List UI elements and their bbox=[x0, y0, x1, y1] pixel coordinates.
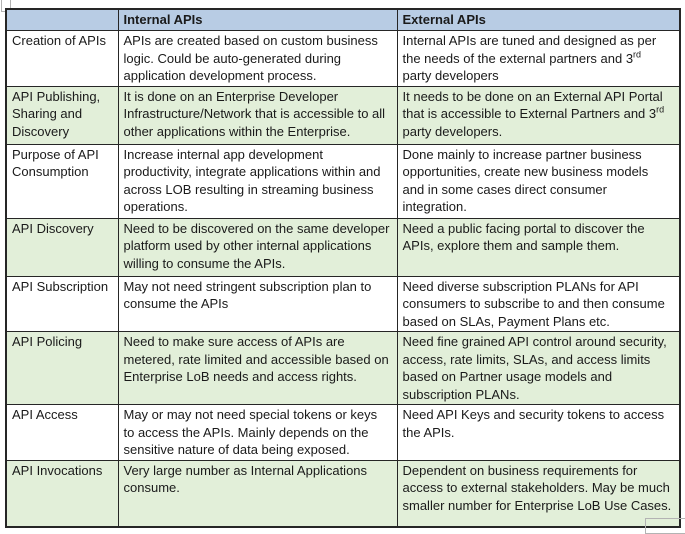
cell-internal: Increase internal app development productivity, integrate applications within and across LOB resulting in streaming business operations. bbox=[118, 144, 397, 218]
cell-internal: Need to make sure access of APIs are metered, rate limited and accessible based on Enterprise LoB needs and access rights. bbox=[118, 332, 397, 405]
table-row bbox=[6, 144, 680, 218]
table-row bbox=[6, 218, 680, 276]
row-header: API Discovery bbox=[6, 218, 118, 276]
row-header: API Subscription bbox=[6, 276, 118, 332]
row-header: API Invocations bbox=[6, 460, 118, 527]
cell-external: It needs to be done on an External API Portal that is accessible to External Partners and 3rd party developers. bbox=[397, 86, 680, 144]
cell-internal: It is done on an Enterprise Developer Infrastructure/Network that is accessible to all other applications within the Enterprise. bbox=[118, 86, 397, 144]
cell-internal: May not need stringent subscription plan to consume the APIs bbox=[118, 276, 397, 332]
cell-external: Need diverse subscription PLANs for API consumers to subscribe to and then consume based on SLAs, Payment Plans etc. bbox=[397, 276, 680, 332]
document-page bbox=[5, 8, 681, 528]
table-row bbox=[6, 332, 680, 405]
table-row bbox=[6, 405, 680, 461]
header-row bbox=[6, 9, 680, 31]
table-row bbox=[6, 460, 680, 527]
table-resize-handle[interactable] bbox=[645, 518, 685, 534]
row-header: Creation of APIs bbox=[6, 31, 118, 87]
cell-external: Done mainly to increase partner business opportunities, create new business models and in some cases direct consumer integration. bbox=[397, 144, 680, 218]
cell-external: Need API Keys and security tokens to access the APIs. bbox=[397, 405, 680, 461]
column-header-blank bbox=[6, 9, 118, 31]
cell-external: Dependent on business requirements for access to external stakeholders. May be much smaller number for Enterprise LoB Use Cases. bbox=[397, 460, 680, 527]
column-header-internal-apis: Internal APIs bbox=[118, 9, 397, 31]
api-comparison-table bbox=[5, 8, 681, 528]
table-row bbox=[6, 86, 680, 144]
cell-internal: Need to be discovered on the same developer platform used by other internal applications willing to consume the APIs. bbox=[118, 218, 397, 276]
row-header: API Policing bbox=[6, 332, 118, 405]
table-row bbox=[6, 31, 680, 87]
cell-external: Need a public facing portal to discover the APIs, explore them and sample them. bbox=[397, 218, 680, 276]
cell-external: Internal APIs are tuned and designed as per the needs of the external partners and 3rd party developers bbox=[397, 31, 680, 87]
cell-internal: APIs are created based on custom business logic. Could be auto-generated during application development process. bbox=[118, 31, 397, 87]
row-header: Purpose of API Consumption bbox=[6, 144, 118, 218]
table-row bbox=[6, 276, 680, 332]
cell-internal: Very large number as Internal Applications consume. bbox=[118, 460, 397, 527]
cell-external: Need fine grained API control around security, access, rate limits, SLAs, and access limits based on Partner usage models and subscription PLANs. bbox=[397, 332, 680, 405]
row-header: API Publishing, Sharing and Discovery bbox=[6, 86, 118, 144]
cell-internal: May or may not need special tokens or keys to access the APIs. Mainly depends on the sensitive nature of data being exposed. bbox=[118, 405, 397, 461]
column-header-external-apis: External APIs bbox=[397, 9, 680, 31]
row-header: API Access bbox=[6, 405, 118, 461]
